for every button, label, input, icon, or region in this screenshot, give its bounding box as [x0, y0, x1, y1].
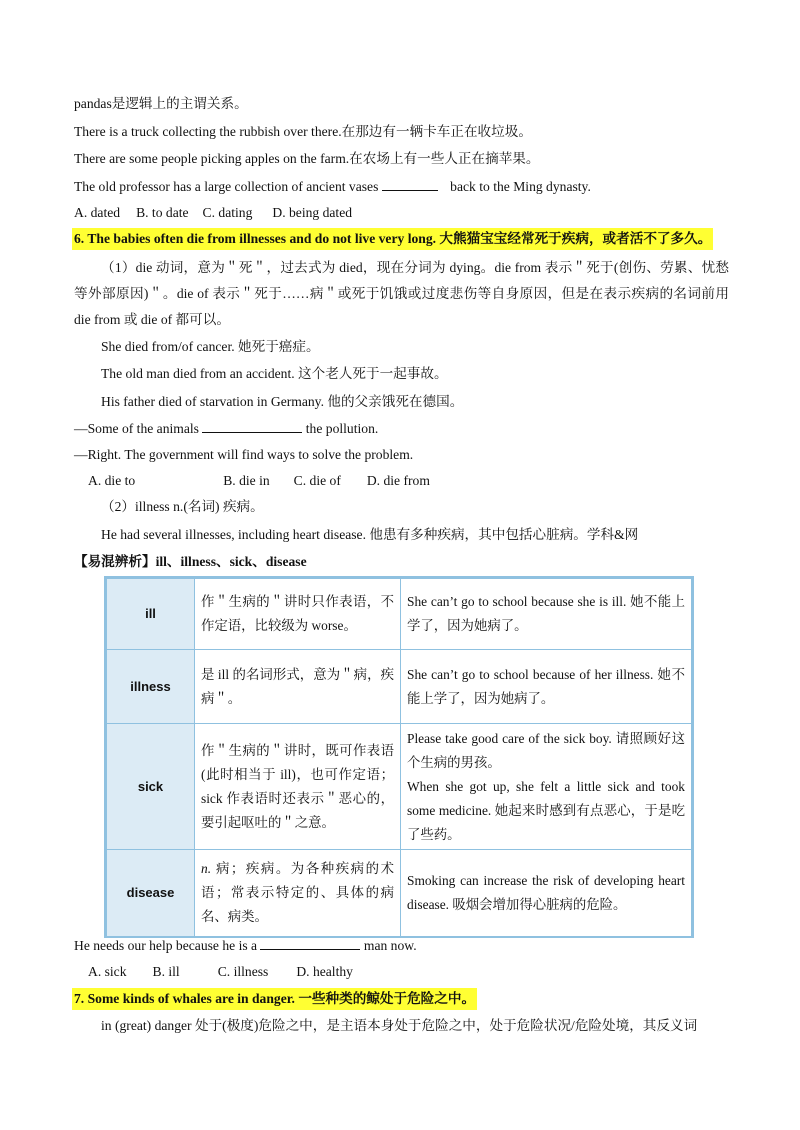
question-options [74, 203, 352, 223]
comparison-table [104, 576, 694, 938]
table-example-cell: She can’t go to school because she is ill. 她不能上学了，因为她病了。 [401, 579, 692, 650]
explanation-paragraph: in (great) danger 处于(极度)危险之中，是主语本身处于危险之中，处于危险状况/危险处境，其反义词 [101, 1018, 698, 1033]
option: A. sick [88, 964, 127, 979]
table-example-cell: She can’t go to school because of her illness. 她不能上学了，因为她病了。 [401, 650, 692, 724]
option: C. illness [217, 964, 269, 979]
section-heading-6: 6. The babies often die from illnesses and do not live very long. 大熊猫宝宝经常死于疾病，或者活不了多久。 [72, 228, 713, 250]
option: C. die of [293, 473, 341, 488]
question-options [88, 962, 353, 982]
option: C. dating [202, 205, 253, 220]
question-stem [74, 177, 591, 197]
table-usage-cell [195, 850, 401, 937]
table-word-cell: disease [107, 850, 195, 937]
example-sentence: His father died of starvation in Germany. 他的父亲饿死在德国。 [101, 394, 464, 409]
question-text: back to the Ming dynasty. [446, 179, 591, 194]
table-example-text: When she got up, she felt a little sick and took some medicine. 她起来时感到有点恶心，于是吃了些药。 [407, 778, 685, 842]
table-word-cell: illness [107, 650, 195, 724]
comparison-table-grid [106, 578, 692, 937]
table-usage-text: 病；疾病。为各种疾病的术语；常表示特定的、具体的病名、病类。 [201, 861, 394, 924]
option: D. die from [366, 473, 430, 488]
dialogue-line: —Right. The government will find ways to solve the problem. [74, 447, 414, 462]
question-text: The old professor has a large collection of ancient vases [74, 179, 382, 194]
table-row [107, 579, 692, 650]
text-line: There are some people picking apples on the farm.在农场上有一些人正在摘苹果。 [74, 151, 540, 166]
table-word-cell: ill [107, 579, 195, 650]
question-stem [74, 936, 417, 956]
dialogue-text: —Some of the animals [74, 421, 203, 436]
table-example-cell: Smoking can increase the risk of developing heart disease. 吸烟会增加得心脏病的危险。 [401, 850, 692, 937]
table-example-text: Please take good care of the sick boy. 请照顾好这个生病的男孩。 [407, 730, 685, 770]
question-options [88, 471, 430, 491]
subpoint-heading: （2）illness n.(名词) 疾病。 [101, 499, 264, 514]
option: D. healthy [296, 964, 353, 979]
dialogue-line [74, 419, 378, 439]
option: B. to date [136, 205, 189, 220]
option: B. ill [152, 964, 180, 979]
text-line: There is a truck collecting the rubbish over there.在那边有一辆卡车正在收垃圾。 [74, 124, 532, 139]
comparison-label: 【易混辨析】 [74, 554, 156, 569]
comparison-heading [74, 552, 307, 572]
dialogue-text: the pollution. [302, 421, 379, 436]
answer-blank [260, 936, 360, 950]
table-row [107, 850, 692, 937]
question-text: He needs our help because he is a [74, 938, 261, 953]
option: B. die in [223, 473, 270, 488]
table-row [107, 650, 692, 724]
section-heading-7: 7. Some kinds of whales are in danger. 一些种类的鲸处于危险之中。 [72, 988, 477, 1010]
table-word-cell: sick [107, 724, 195, 850]
text-line: pandas是逻辑上的主谓关系。 [74, 96, 248, 111]
table-row [107, 724, 692, 850]
example-sentence: The old man died from an accident. 这个老人死于一起事故。 [101, 366, 448, 381]
option: D. being dated [272, 205, 353, 220]
answer-blank [202, 419, 302, 433]
example-sentence: She died from/of cancer. 她死于癌症。 [101, 339, 320, 354]
option: A. die to [88, 473, 136, 488]
table-usage-cell: 是 ill 的名词形式，意为＂病，疾病＂。 [195, 650, 401, 724]
comparison-words: ill、illness、sick、disease [155, 554, 307, 569]
table-example-cell [401, 724, 692, 850]
question-text: man now. [360, 938, 417, 953]
answer-blank [382, 177, 438, 191]
example-sentence: He had several illnesses, including heart disease. 他患有多种疾病，其中包括心脏病。学科&网 [101, 527, 639, 542]
table-usage-cell: 作＂生病的＂讲时，既可作表语(此时相当于 ill)，也可作定语；sick 作表语时还表示＂恶心的，要引起呕吐的＂之意。 [195, 724, 401, 850]
part-of-speech: n. [201, 861, 212, 876]
table-usage-cell: 作＂生病的＂讲时只作表语，不作定语，比较级为 worse。 [195, 579, 401, 650]
option: A. dated [74, 205, 121, 220]
explanation-paragraph: （1）die 动词，意为＂死＂，过去式为 died，现在分词为 dying。die from 表示＂死于(创伤、劳累、忧愁等外部原因)＂。die of 表示＂死于……病＂或死于饥饿或过度悲伤等自身原因，但是在表示疾病的名词前用 die from 或 die of 都可以。 [74, 260, 729, 327]
